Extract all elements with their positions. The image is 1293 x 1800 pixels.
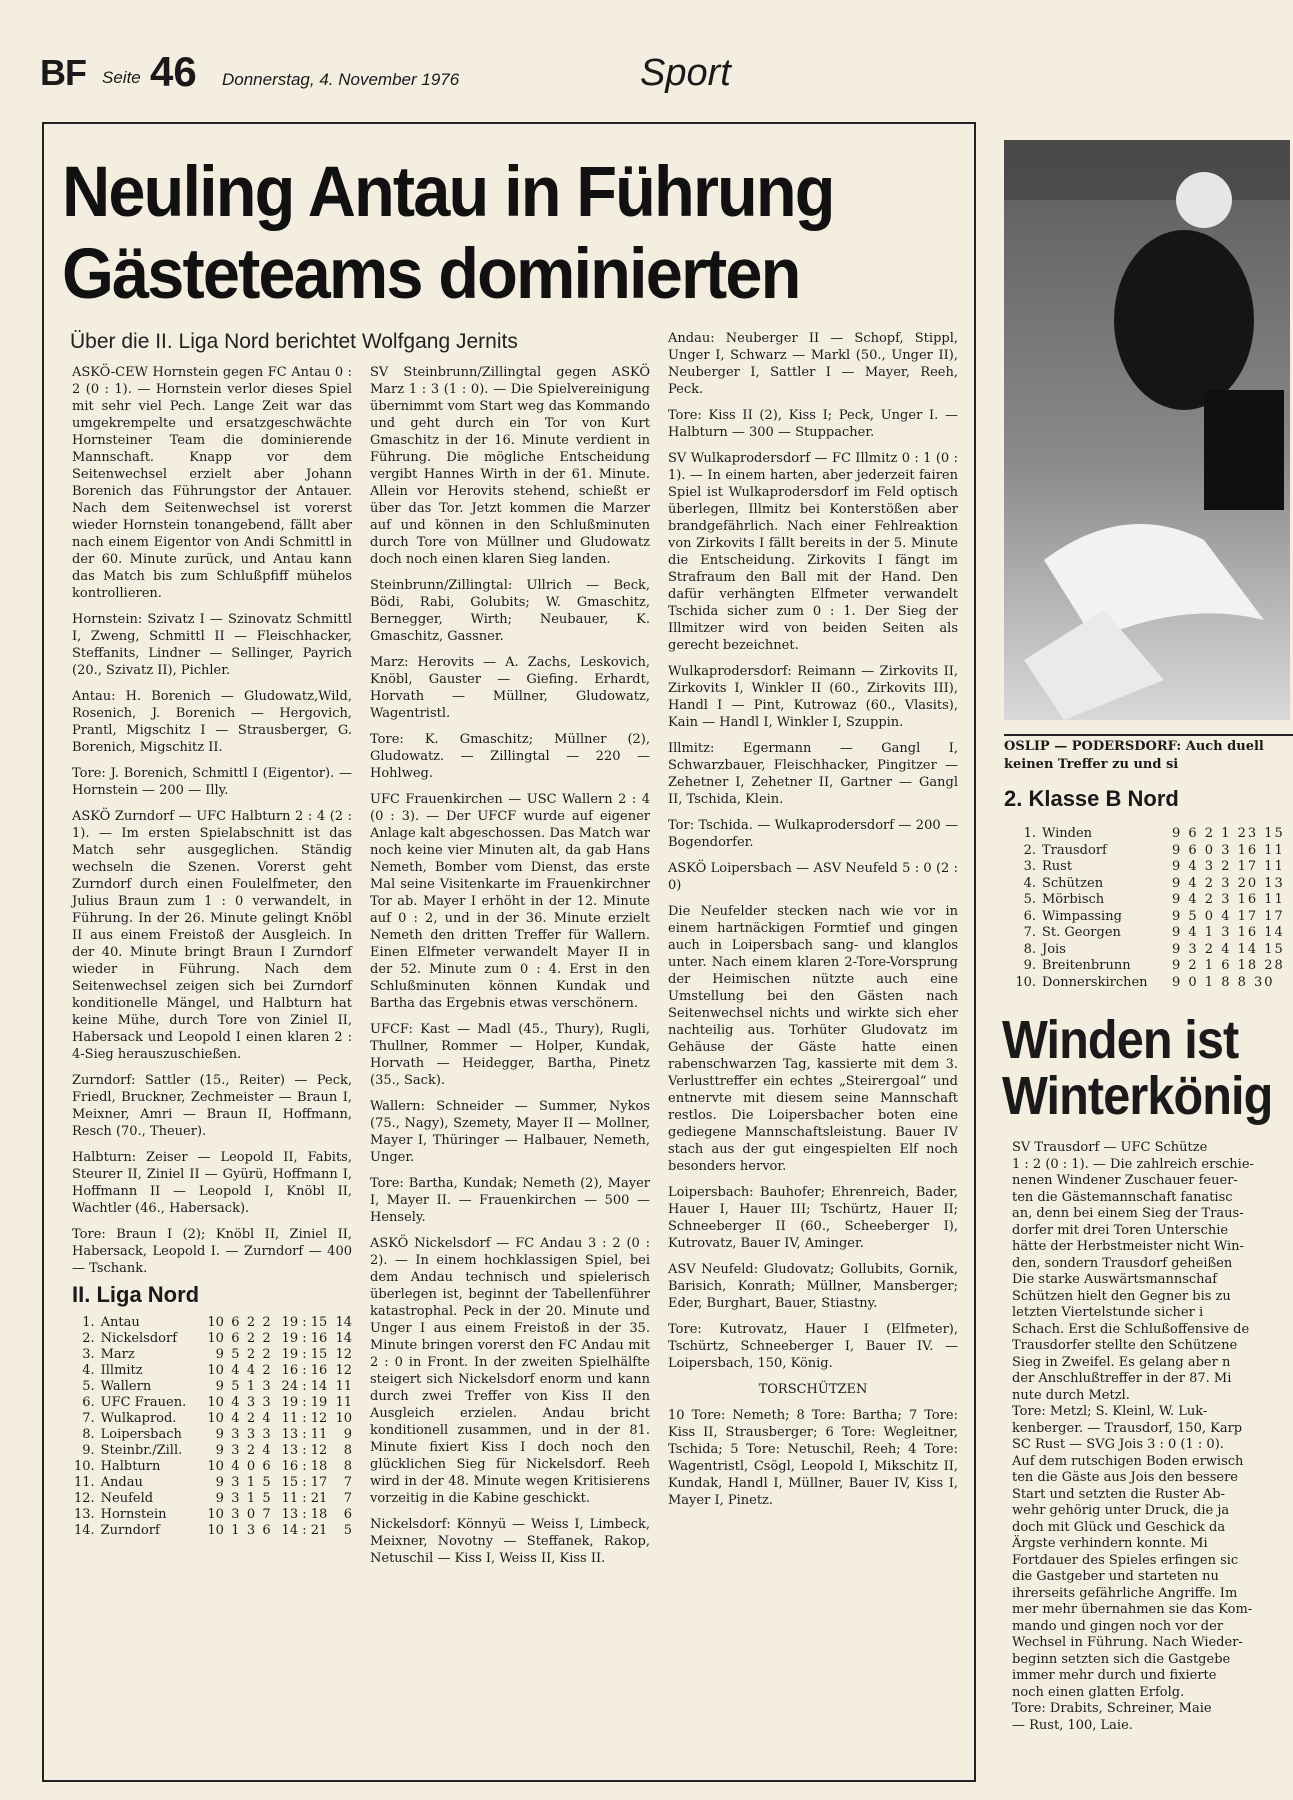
table-cell: 2. — [82, 1331, 95, 1346]
table-cell: 2 — [262, 1331, 271, 1346]
table-cell: 4 — [231, 1363, 240, 1378]
table-cell: Hornstein — [100, 1507, 167, 1522]
table-cell: 4 — [262, 1411, 271, 1426]
text-line: ten die Gästemannschaft fanatisc — [1012, 1189, 1233, 1205]
table-cell: Winden — [1042, 826, 1093, 841]
text-line: hätte der Herbstmeister nicht Win- — [1012, 1239, 1244, 1254]
table-cell: 9. — [1023, 958, 1036, 973]
table-cell: 6 — [231, 1315, 240, 1330]
table-cell: 9 — [215, 1475, 224, 1490]
paragraph: ASKÖ Nickelsdorf — FC Andau 3 : 2 (0 : 2). — In einem hochklassigen Spiel, bei dem Andau technisch und spielerisch überlegen ist, beginnt der Tabellenführer katastrophal. Peck in der 20. Minute und Unger I aus einem Freistoß in der 35. Minute bringen vorerst den FC Andau mit 2 : 0 in Front. In der zweiten Spielhälfte steigert sich Nickelsdorf enorm und kann durch zwei Treffer von Kiss II den Ausgleich erzielen. Andau bricht konditionell zusammen, und in der 81. Minute fixiert Kiss I doch noch den glücklichen Sieg für Nickelsdorf. Reeh wird in der 48. Minute wegen Kritisierens vorzeitig in die Kabine geschickt. — [370, 1236, 650, 1506]
table-cell: Nickelsdorf — [100, 1331, 178, 1346]
byline: Über die II. Liga Nord berichtet Wolfgang Jernits — [70, 330, 518, 353]
league-table-title: II. Liga Nord — [72, 1282, 200, 1307]
paragraph: Marz: Herovits — A. Zachs, Leskovich, Knöbl, Gauster — Giefing. Erhardt, Horvath — Müllner, Gludowatz, Wagentristl. — [370, 655, 650, 721]
text-line: letzten Viertelstunde sicher i — [1012, 1305, 1204, 1320]
table-cell: 3 — [231, 1475, 240, 1490]
table-cell: 6 — [262, 1459, 271, 1474]
table-cell: 4 — [262, 1443, 271, 1458]
table-cell: 6. — [82, 1395, 95, 1410]
text-line: der Anschlußtreffer in der 87. Mi — [1012, 1371, 1232, 1386]
table-row — [72, 1523, 352, 1539]
table-row — [1010, 843, 1290, 860]
table-cell: 9 — [215, 1347, 224, 1362]
table-cell: 2 — [246, 1331, 256, 1346]
masthead — [40, 48, 1280, 96]
table-cell: 2 — [246, 1443, 256, 1458]
paragraph: Tore: Kiss II (2), Kiss I; Peck, Unger I. — Halbturn — 300 — Stuppacher. — [668, 408, 958, 440]
table-cell: 7 — [343, 1475, 352, 1490]
text-line: Sieg in Zweifel. Es gelang aber n — [1012, 1354, 1231, 1370]
table-cell: 11. — [73, 1475, 95, 1490]
paragraph: UFC Frauenkirchen — USC Wallern 2 : 4 (0 : 3). — Der UFCF wurde auf eigener Anlage kalt abgeschossen. Das Match war noch keine vier Minuten alt, da gab Hans Nemeth, Bomber vom Dienst, das erste Mal seine Visitenkarte im Frauenkirchner Tor ab. Mayer I erhöht in der 12. Minute auf 0 : 2, und in der 36. Minute erzielt Nemeth den dritten Treffer für Wallern. Einen Elfmeter verwandelt Mayer II in der 52. Minute zum 0 : 4. Erst in den Schlußminuten können Kundak und Bartha das Ergebnis etwas verschönern. — [370, 792, 650, 1011]
table-cell: Illmitz — [100, 1363, 143, 1378]
table-cell: 5 — [262, 1475, 271, 1490]
table-cell: Wimpassing — [1042, 908, 1122, 924]
text-line: SV Trausdorf — UFC Schütze — [1012, 1140, 1208, 1155]
table-cell: Halbturn — [100, 1459, 161, 1474]
paragraph: ASV Neufeld: Gludovatz; Gollubits, Gornik, Barisich, Konrath; Müllner, Mansberger; Eder, Burghart, Bauer, Stiastny. — [668, 1262, 958, 1311]
text-line: an, denn bei einem Sieg der Traus- — [1012, 1206, 1244, 1221]
table-cell: 7. — [82, 1411, 95, 1426]
table-cell: St. Georgen — [1042, 925, 1121, 940]
text-line: — Rust, 100, Laie. — [1012, 1717, 1133, 1733]
table-cell: 8 — [343, 1443, 352, 1458]
article-column-2 — [370, 364, 650, 1576]
table-cell: 1 — [246, 1491, 256, 1506]
table-cell: 5 — [262, 1491, 271, 1506]
paragraph: Illmitz: Egermann — Gangl I, Schwarzbauer, Fleischhacker, Pingitzer — Zehetner I, Zehetner II, Gartner — Gangl II, Tschida, Klein. — [668, 741, 958, 807]
table-cell: 11 — [335, 1395, 352, 1410]
text-line: Start und setzten die Ruster Ab- — [1012, 1486, 1226, 1502]
table-cell: 15 : 17 — [281, 1475, 328, 1490]
table-row — [72, 1427, 352, 1443]
photo-caption: OSLIP — PODERSDORF: Auch duell keinen Treffer zu und si — [1004, 734, 1293, 774]
table-cell: 2 — [246, 1347, 256, 1362]
scorers-list: 10 Tore: Nemeth; 8 Tore: Bartha; 7 Tore: Kiss II, Strausberger; 6 Tore: Wegleitner, Tschida; 5 Tore: Netuschil, Reeh; 4 Tore: Wagentristl, Csögl, Leopold I, Mikschitz II, Kundak, Handl I, Müllner, Bauer IV, Kiss I, Mayer I, Pinetz. — [668, 1408, 958, 1508]
right-article-text — [1012, 1140, 1290, 1734]
paragraph: Wallern: Schneider — Summer, Nykos (75., Nagy), Szemety, Mayer II — Mollner, Mayer I, Thüringer — Halbauer, Nemeth, Unger. — [370, 1099, 650, 1165]
table-cell: 3 — [262, 1427, 271, 1442]
paragraph: Halbturn: Zeiser — Leopold II, Fabits, Steurer II, Ziniel II — Gyürü, Hoffmann I, Hoffmann II — Leopold I, Knöbl II, Wachtler (46., Habersack). — [72, 1150, 352, 1216]
table-cell: 10 — [207, 1395, 224, 1410]
table-cell: Andau — [100, 1475, 143, 1490]
table-cell: Rust — [1042, 859, 1073, 874]
table-cell: 10 — [207, 1459, 224, 1474]
paragraph: Zurndorf: Sattler (15., Reiter) — Peck, Friedl, Bruckner, Zechmeister — Braun I, Meixner, Amri — Braun II, Hoffmann, Resch (70., Theuer). — [72, 1073, 352, 1139]
table-cell: Mörbisch — [1042, 892, 1105, 907]
table-cell: 10 — [207, 1363, 224, 1378]
table-cell: Wulkaprod. — [100, 1411, 177, 1426]
text-line: 1 : 2 (0 : 1). — Die zahlreich erschie- — [1012, 1156, 1254, 1172]
paragraph: Tor: Tschida. — Wulkaprodersdorf — 200 — Bogendorfer. — [668, 818, 958, 850]
paragraph: Steinbrunn/Zillingtal: Ullrich — Beck, Bödi, Rabi, Golubits; W. Gmaschitz, Bernegger, Wirth; Neubauer, K. Gmaschitz, Gassner. — [370, 578, 650, 644]
table-cell: 6 — [231, 1331, 240, 1346]
table-cell: 9 5 0 4 17 17 — [1172, 908, 1285, 924]
table-cell: 9 — [215, 1379, 224, 1394]
text-line: ten die Gäste aus Jois den bessere — [1012, 1470, 1238, 1485]
table-cell: 2 — [262, 1315, 271, 1330]
paragraph: Antau: H. Borenich — Gludowatz,Wild, Rosenich, J. Borenich — Hergovich, Prantl, Migschitz I — Strausberger, G. Borenich, Migschitz II. — [72, 689, 352, 755]
paper-logo: BF — [40, 52, 86, 93]
section-title: Sport — [640, 52, 731, 94]
table-row — [72, 1347, 352, 1363]
table-cell: 10 — [335, 1411, 352, 1426]
table-cell: 10 — [207, 1315, 224, 1330]
table-cell: 1 — [246, 1379, 256, 1394]
table-row — [1010, 876, 1290, 893]
paragraph: SV Steinbrunn/Zillingtal gegen ASKÖ Marz 1 : 3 (1 : 0). — Die Spielvereinigung übernimmt vom Start weg das Kommando und geht durch ein Tor von Kurt Gmaschitz in der 16. Minute verdient in Führung. Die mögliche Entscheidung vergibt Hannes Wirth in der 61. Minute. Allein vor Herovits stehend, schießt er über das Tor. Jetzt kommen die Marzer auf und können in den Schlußminuten durch Tore von Müllner und Gludowatz doch noch einen klaren Sieg landen. — [370, 365, 650, 567]
table-row — [1010, 909, 1290, 926]
table-row — [1010, 975, 1290, 992]
table-cell: 9 6 0 3 16 11 — [1172, 842, 1285, 858]
right-headline-line-2: Winterkönig — [1002, 1066, 1273, 1126]
paragraph: Nickelsdorf: Könnyü — Weiss I, Limbeck, Meixner, Novotny — Steffanek, Rakop, Netuschil — Kiss I, Weiss II, Kiss II. — [370, 1517, 650, 1566]
table-cell: 5 — [343, 1523, 352, 1538]
table-cell: 8. — [1023, 941, 1036, 957]
paragraph: ASKÖ-CEW Hornstein gegen FC Antau 0 : 2 (0 : 1). — Hornstein verlor dieses Spiel mit sehr viel Pech. Lange Zeit war das umgekrempelte und ersatzgeschwächte Hornsteiner Team die dominierende Mannschaft. Knapp vor dem Seitenwechsel erzielt aber Johann Borenich das Führungstor der Antauer. Nach dem Seitenwechsel ist vorerst wieder Hornstein tonangebend, fällt aber nach einem Eigentor von Andi Schmittl in der 60. Minute zurück, und Antau kann das Match bis zum Schlußpfiff mühelos kontrollieren. — [72, 365, 352, 601]
table-cell: Wallern — [100, 1379, 152, 1394]
table-cell: 9 4 1 3 16 14 — [1172, 925, 1285, 940]
table-cell: 10 — [207, 1411, 224, 1426]
table-cell: 13 : 18 — [281, 1507, 328, 1522]
table-cell: 5. — [82, 1379, 95, 1394]
table-cell: 9 4 2 3 16 11 — [1172, 892, 1285, 907]
table-cell: 11 : 21 — [281, 1491, 328, 1506]
table-cell: Antau — [100, 1315, 140, 1330]
page-number: 46 — [150, 48, 197, 95]
paragraph: Tore: Bartha, Kundak; Nemeth (2), Mayer I, Mayer II. — Frauenkirchen — 500 — Hensely. — [370, 1176, 650, 1225]
text-line: kenberger. — Trausdorf, 150, Karp — [1012, 1420, 1243, 1436]
text-line: nute durch Metzl. — [1012, 1387, 1130, 1403]
table-cell: 3. — [82, 1347, 95, 1362]
table-row — [72, 1331, 352, 1347]
table-cell: 10. — [73, 1459, 95, 1474]
article-column-3 — [668, 330, 958, 1518]
paragraph: Loipersbach: Bauhofer; Ehrenreich, Bader, Hauer I, Hauer III; Tschürtz, Hauer II; Schneeberger II (60., Scheeberger I), Kutrovatz, Bauer IV, Aminger. — [668, 1185, 958, 1251]
table-cell: 3. — [1023, 859, 1036, 874]
paragraph: ASKÖ Loipersbach — ASV Neufeld 5 : 0 (2 : 0) — [668, 861, 958, 893]
table-cell: 9. — [82, 1443, 95, 1458]
league-table — [72, 1315, 352, 1539]
table-cell: 14 — [335, 1331, 352, 1346]
table-cell: 6 — [343, 1507, 352, 1522]
table-cell: UFC Frauen. — [100, 1395, 187, 1410]
table-cell: 2. — [1023, 842, 1036, 858]
table-cell: 5 — [231, 1379, 240, 1394]
paragraph: Tore: J. Borenich, Schmittl I (Eigentor). — Hornstein — 200 — Illy. — [72, 766, 352, 798]
paragraph: Hornstein: Szivatz I — Szinovatz Schmittl I, Zweng, Schmittl II — Fleischhacker, Steffanits, Lindner — Sellinger, Payrich (20., Szivatz II), Pichler. — [72, 612, 352, 678]
table-cell: Trausdorf — [1042, 842, 1107, 858]
table-cell: Jois — [1042, 941, 1066, 957]
text-line: den, sondern Trausdorf geheißen — [1012, 1255, 1233, 1271]
table-cell: 2 — [246, 1411, 256, 1426]
page-label: Seite — [102, 68, 141, 87]
text-line: Auf dem rutschigen Boden erwisch — [1012, 1453, 1244, 1469]
text-line: Ärgste verhindern konnte. Mi — [1012, 1536, 1208, 1551]
table-cell: 10. — [1015, 974, 1036, 990]
table-cell: 13 : 11 — [281, 1427, 328, 1442]
scorers-heading: TORSCHÜTZEN — [758, 1382, 868, 1397]
table-cell: 3 — [246, 1395, 256, 1410]
paragraph: SV Wulkaprodersdorf — FC Illmitz 0 : 1 (0 : 1). — In einem harten, aber jederzeit fairen Spiel ist Wulkaprodersdorf im Feld optisch überlegen, Illmitz bei Konterstößen aber brandgefährlich. Nach einer Fehlreaktion von Zirkovits I fällt bereits in der 5. Minute die Entscheidung. Zirkovits I fängt im Strafraum den Ball mit der Hand. Den dafür verhängten Elfmeter verwandelt Tschida sicher zum 0 : 1. Der Sieg der Illmitzer wird von beiden Seiten als gerecht bezeichnet. — [668, 451, 958, 653]
text-line: SC Rust — SVG Jois 3 : 0 (1 : 0). — [1012, 1437, 1224, 1452]
text-line: Die starke Auswärtsmannschaf — [1012, 1272, 1218, 1287]
table-cell: 3 — [246, 1427, 256, 1442]
table-cell: 9 4 2 3 20 13 — [1172, 875, 1285, 891]
table-cell: 12. — [73, 1491, 95, 1506]
text-line: beginn setzten sich die Gastgebe — [1012, 1651, 1231, 1667]
table-cell: 24 : 14 — [281, 1379, 328, 1394]
table-row — [1010, 892, 1290, 909]
table-cell: 3 — [231, 1491, 240, 1506]
table-cell: 1. — [82, 1315, 95, 1330]
table-cell: Neufeld — [100, 1491, 154, 1506]
table-cell: 9 3 2 4 14 15 — [1172, 941, 1285, 957]
table-row — [72, 1379, 352, 1395]
table-cell: 9 — [215, 1443, 224, 1458]
table-cell: 9 2 1 6 18 28 — [1172, 958, 1285, 973]
text-line: doch mit Glück und Geschick da — [1012, 1519, 1226, 1535]
table-row — [72, 1363, 352, 1379]
table-cell: 4. — [1023, 875, 1036, 891]
text-line: die Gastgeber und starteten nu — [1012, 1569, 1219, 1584]
match-photo — [1004, 140, 1290, 720]
table-row — [72, 1475, 352, 1491]
text-line: Tore: Drabits, Schreiner, Maie — [1012, 1701, 1212, 1716]
table-row — [72, 1443, 352, 1459]
table-cell: 4 — [231, 1395, 240, 1410]
table-cell: 11 : 12 — [281, 1411, 328, 1426]
table-cell: 14 : 21 — [281, 1523, 328, 1538]
text-line: Schützen hielt den Gegner bis zu — [1012, 1288, 1231, 1304]
text-line: Tore: Metzl; S. Kleinl, W. Luk- — [1012, 1404, 1208, 1419]
issue-date: Donnerstag, 4. November 1976 — [222, 70, 460, 89]
table-cell: 19 : 16 — [281, 1331, 328, 1346]
text-line: Trausdorfer stellte den Schützene — [1012, 1338, 1238, 1353]
table-cell: Steinbr./Zill. — [100, 1443, 183, 1458]
table-row — [72, 1315, 352, 1331]
table-cell: 9 0 1 8 8 30 — [1172, 974, 1275, 990]
table-cell: 6. — [1023, 908, 1036, 924]
article-box — [42, 122, 976, 1782]
table-cell: 4 — [231, 1459, 240, 1474]
table-cell: 19 : 19 — [281, 1395, 328, 1410]
class-table-title: 2. Klasse B Nord — [1004, 786, 1179, 811]
table-cell: 12 — [335, 1347, 352, 1362]
table-cell: Zurndorf — [100, 1523, 160, 1538]
table-cell: 3 — [262, 1395, 271, 1410]
table-cell: 13 : 12 — [281, 1443, 328, 1458]
right-headline-line-1: Winden ist — [1002, 1010, 1239, 1070]
table-cell: 11 — [335, 1379, 352, 1394]
paragraph: Andau: Neuberger II — Schopf, Stippl, Unger I, Schwarz — Markl (50., Unger II), Neuberger I, Sattler I — Mayer, Reeh, Peck. — [668, 331, 958, 397]
table-cell: 1. — [1023, 826, 1036, 841]
table-cell: 3 — [246, 1523, 256, 1538]
table-cell: 10 — [207, 1331, 224, 1346]
text-line: wehr gehörig unter Druck, die ja — [1012, 1503, 1230, 1518]
table-cell: 16 : 18 — [281, 1459, 328, 1474]
table-cell: 5. — [1023, 892, 1036, 907]
table-cell: 10 — [207, 1523, 224, 1538]
table-cell: 7 — [262, 1507, 271, 1522]
table-cell: 14 — [335, 1315, 352, 1330]
table-cell: 7 — [343, 1491, 352, 1506]
table-cell: 5 — [231, 1347, 240, 1362]
table-cell: 2 — [262, 1347, 271, 1362]
table-row — [1010, 826, 1290, 843]
table-cell: 16 : 16 — [281, 1363, 328, 1378]
table-cell: 7. — [1023, 925, 1036, 940]
paragraph: Die Neufelder stecken nach wie vor in einem hartnäckigen Formtief und gingen auch in Loipersbach sang- und klanglos unter. Nach einem klaren 2-Tore-Vorsprung der Heimischen nützte auch eine Umstellung bei den Gästen nach Seitenwechsel nichts und wirkte sich eher nachteilig aus. Torhüter Gludovatz im Gehäuse der Gäste hatte einen rabenschwarzen Tag, kassierte mit dem 3. Verlusttreffer ein echtes „Steirergoal“ und entnervte mit diesem seine Mannschaft restlos. Die Loipersbacher boten eine gediegene Mannschaftsleistung. Bauer IV stach aus der gut eingespielten Elf noch besonders hervor. — [668, 904, 958, 1174]
class-table — [1010, 826, 1290, 991]
table-cell: 14. — [73, 1523, 95, 1538]
table-cell: 2 — [262, 1363, 271, 1378]
headline-line-2: Gästeteams dominierten — [62, 235, 800, 314]
table-cell: Donnerskirchen — [1042, 974, 1148, 990]
table-cell: 4 — [231, 1411, 240, 1426]
table-row — [1010, 958, 1290, 975]
paragraph: Tore: K. Gmaschitz; Müllner (2), Gludowatz. — Zillingtal — 220 — Hohlweg. — [370, 732, 650, 781]
table-cell: 9 — [343, 1427, 352, 1442]
text-line: Schach. Erst die Schlußoffensive de — [1012, 1321, 1250, 1337]
table-row — [72, 1491, 352, 1507]
table-row — [72, 1411, 352, 1427]
paragraph: ASKÖ Zurndorf — UFC Halbturn 2 : 4 (2 : 1). — Im ersten Spielabschnitt ist das Match sehr ausgeglichen. Ständig wechseln die Szenen. Vorerst geht Zurndorf durch einen Foulelfmeter, den Julius Braun zum 1 : 0 verwandelt, in Führung. In der 26. Minute gelingt Knöbl II aus einem Freistoß der Ausgleich. In der 40. Minute bringt Braun I Zurndorf wieder in Führung. Nach dem Seitenwechsel zeigen sich bei Zurndorf konditionelle Mängel, und Halbturn hat keine Mühe, durch Tore von Ziniel II, Habersack und Leopold I einen klaren 2 : 4-Sieg herauszuschießen. — [72, 809, 352, 1062]
table-cell: 4. — [82, 1363, 95, 1378]
table-cell: 13. — [73, 1507, 95, 1522]
article-headline — [62, 152, 834, 316]
paragraph: Tore: Kutrovatz, Hauer I (Elfmeter), Tschürtz, Schneeberger I, Bauer IV. — Loipersbach, 150, König. — [668, 1322, 958, 1371]
table-cell: 1 — [246, 1475, 256, 1490]
paragraph: Wulkaprodersdorf: Reimann — Zirkovits II, Zirkovits I, Winkler II (60., Zirkovits III), Handl I — Pint, Kutrowaz (60., Vlasits), Kain — Handl I, Winkler I, Szuppin. — [668, 664, 958, 730]
table-row — [72, 1459, 352, 1475]
text-line: Wechsel in Führung. Nach Wieder- — [1012, 1635, 1243, 1650]
table-cell: Marz — [100, 1347, 135, 1362]
table-cell: Schützen — [1042, 875, 1104, 891]
headline-line-1: Neuling Antau in Führung — [62, 153, 834, 232]
paragraph: UFCF: Kast — Madl (45., Thury), Rugli, Thullner, Rommer — Holper, Kundak, Horvath — Heidegger, Bartha, Pinetz (35., Sack). — [370, 1022, 650, 1088]
table-cell: 9 6 2 1 23 15 — [1172, 826, 1285, 841]
article-column-1 — [72, 364, 352, 1539]
table-cell: 3 — [231, 1443, 240, 1458]
photo-graphic — [1004, 140, 1290, 720]
text-line: immer mehr durch und fixierte — [1012, 1668, 1217, 1683]
table-cell: 19 : 15 — [281, 1315, 328, 1330]
text-line: mer mehr übernahmen sie das Kom- — [1012, 1602, 1253, 1617]
table-cell: 8 — [343, 1459, 352, 1474]
table-cell: 19 : 15 — [281, 1347, 328, 1362]
table-row — [72, 1507, 352, 1523]
table-cell: 3 — [231, 1507, 240, 1522]
text-line: nenen Windener Zuschauer feuer- — [1012, 1173, 1238, 1188]
right-headline — [1002, 1012, 1272, 1124]
table-cell: 0 — [246, 1459, 256, 1474]
table-cell: 10 — [207, 1507, 224, 1522]
text-line: Fortdauer des Spieles erfingen sic — [1012, 1552, 1239, 1568]
table-row — [1010, 859, 1290, 876]
paragraph: Tore: Braun I (2); Knöbl II, Ziniel II, Habersack, Leopold I. — Zurndorf — 400 — Tschank. — [72, 1227, 352, 1276]
table-cell: Loipersbach — [100, 1427, 182, 1442]
table-cell: 8. — [82, 1427, 95, 1442]
table-cell: 9 4 3 2 17 11 — [1172, 859, 1285, 874]
table-cell: 2 — [246, 1315, 256, 1330]
table-cell: 4 — [246, 1363, 256, 1378]
table-cell: 12 — [335, 1363, 352, 1378]
table-cell: 6 — [262, 1523, 271, 1538]
table-cell: 3 — [231, 1427, 240, 1442]
table-cell: 1 — [231, 1523, 240, 1538]
text-line: dorfer mit drei Toren Unterschie — [1012, 1222, 1229, 1238]
table-cell: Breitenbrunn — [1042, 958, 1131, 973]
table-cell: 0 — [246, 1507, 256, 1522]
table-row — [1010, 942, 1290, 959]
table-cell: 3 — [262, 1379, 271, 1394]
table-cell: 9 — [215, 1491, 224, 1506]
table-cell: 9 — [215, 1427, 224, 1442]
table-row — [1010, 925, 1290, 942]
table-row — [72, 1395, 352, 1411]
text-line: mando und gingen noch vor der — [1012, 1618, 1224, 1634]
text-line: noch einen glatten Erfolg. — [1012, 1684, 1185, 1700]
text-line: ihrerseits gefährliche Angriffe. Im — [1012, 1585, 1238, 1601]
